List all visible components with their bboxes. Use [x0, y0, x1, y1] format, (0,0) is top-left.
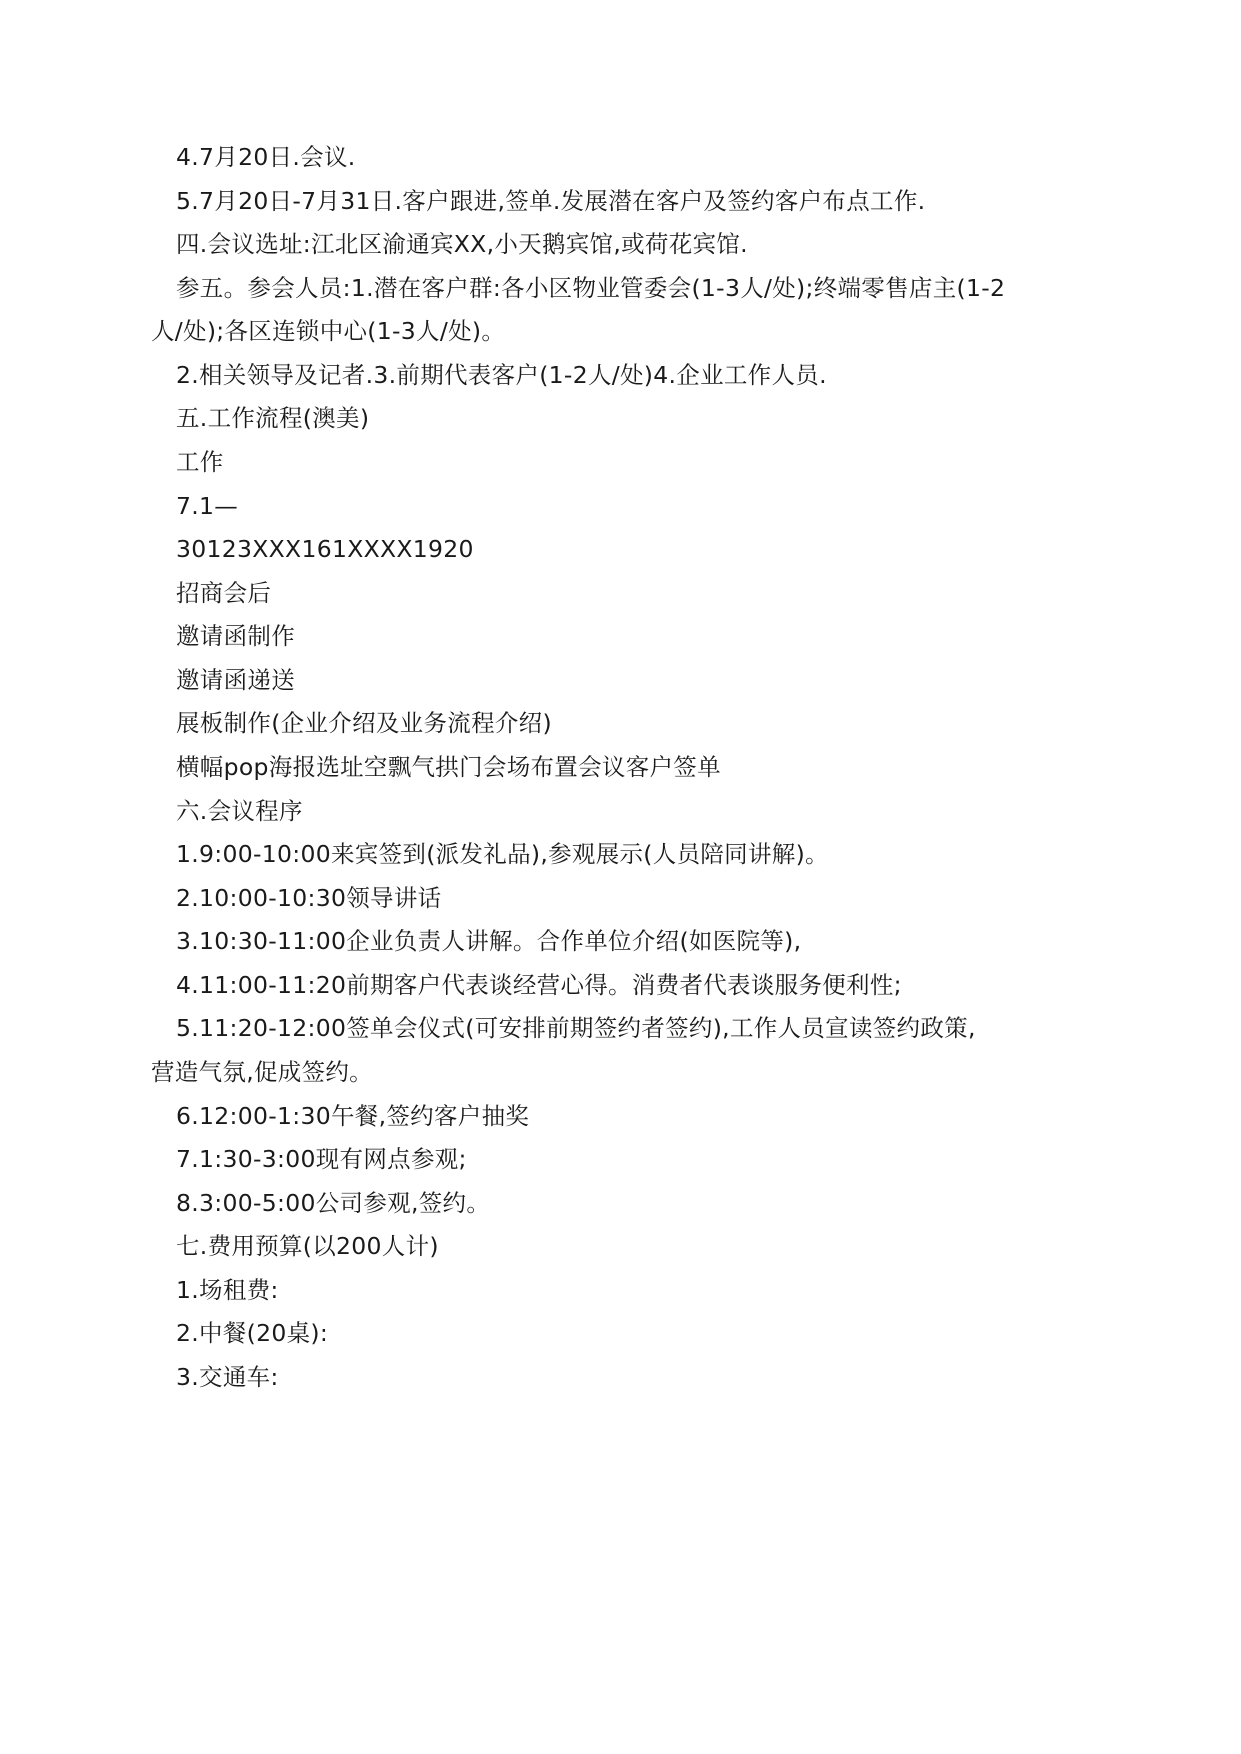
agenda-item-3: 3.10:30-11:00企业负责人讲解。合作单位介绍(如医院等),	[176, 927, 802, 955]
workflow-item-banners: 横幅pop海报选址空飘气拱门会场布置会议客户签单	[176, 753, 721, 781]
agenda-item-5: 5.11:20-12:00签单会仪式(可安排前期签约者签约),工作人员宣读签约政策,	[176, 1014, 976, 1042]
agenda-item-6: 6.12:00-1:30午餐,签约客户抽奖	[176, 1102, 530, 1130]
workflow-item-display-boards: 展板制作(企业介绍及业务流程介绍)	[176, 709, 552, 737]
section-5-attendees: 参五。参会人员:1.潜在客户群:各小区物业管委会(1-3人/处);终端零售店主(1-2	[176, 274, 1006, 302]
schedule-item-4: 4.7月20日.会议.	[176, 143, 356, 171]
budget-item-lunch: 2.中餐(20桌):	[176, 1319, 329, 1347]
section-4-venue: 四.会议选址:江北区渝通宾XX,小天鹅宾馆,或荷花宾馆.	[176, 230, 748, 258]
workflow-item-invitation-delivery: 邀请函递送	[176, 666, 295, 694]
agenda-item-5-continued: 营造气氛,促成签约。	[151, 1058, 373, 1086]
section-7-heading: 七.费用预算(以200人计)	[176, 1232, 439, 1260]
workflow-item-invitation-making: 邀请函制作	[176, 622, 295, 650]
agenda-item-8: 8.3:00-5:00公司参观,签约。	[176, 1189, 491, 1217]
agenda-item-1: 1.9:00-10:00来宾签到(派发礼品),参观展示(人员陪同讲解)。	[176, 840, 829, 868]
agenda-item-2: 2.10:00-10:30领导讲话	[176, 884, 442, 912]
budget-item-venue: 1.场租费:	[176, 1276, 279, 1304]
attendees-item-2-4: 2.相关领导及记者.3.前期代表客户(1-2人/处)4.企业工作人员.	[176, 361, 827, 389]
section-workflow-heading: 五.工作流程(澳美)	[176, 404, 370, 432]
schedule-item-5: 5.7月20日-7月31日.客户跟进,签单.发展潜在客户及签约客户布点工作.	[176, 187, 926, 215]
agenda-item-4: 4.11:00-11:20前期客户代表谈经营心得。消费者代表谈服务便利性;	[176, 971, 902, 999]
section-5-attendees-continued: 人/处);各区连锁中心(1-3人/处)。	[151, 317, 506, 345]
budget-item-transport: 3.交通车:	[176, 1363, 279, 1391]
section-6-heading: 六.会议程序	[176, 797, 303, 825]
agenda-item-7: 7.1:30-3:00现有网点参观;	[176, 1145, 467, 1173]
workflow-date: 7.1—	[176, 492, 239, 520]
workflow-item-after-meeting: 招商会后	[176, 579, 272, 607]
workflow-numbers: 30123XXX161XXXX1920	[176, 535, 474, 563]
workflow-label: 工作	[176, 448, 224, 476]
